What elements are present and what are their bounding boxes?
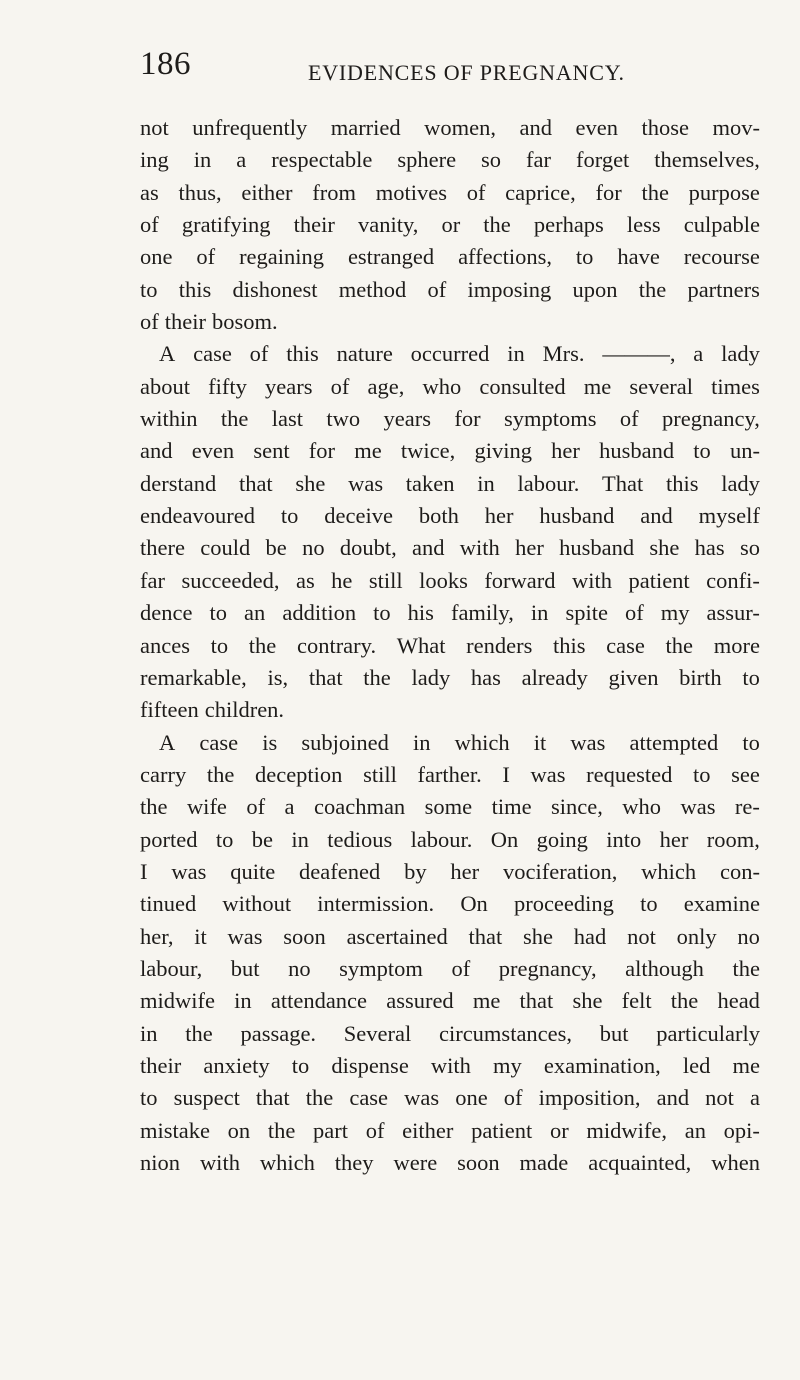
text-line: her, it was soon ascertained that she had not only no: [140, 923, 760, 949]
text-line: not unfrequently married women, and even those mov-: [140, 115, 760, 140]
paragraph: [140, 338, 760, 726]
text-line: of their bosom.: [140, 309, 278, 335]
page-header: [140, 46, 760, 86]
text-line: nion with which they were soon made acquainted, when: [140, 1150, 760, 1175]
text-line: carry the deception still farther. I was requested to see: [140, 761, 760, 787]
text-line: there could be no doubt, and with her husband she has so: [140, 535, 760, 561]
text-line: in the passage. Several circumstances, but particularly: [140, 1020, 760, 1046]
text-line: their anxiety to dispense with my examination, led me: [140, 1052, 760, 1078]
text-line: remarkable, is, that the lady has already given birth to: [140, 664, 760, 690]
text-line: labour, but no symptom of pregnancy, although the: [140, 955, 760, 981]
text-line: endeavoured to deceive both her husband and myself: [140, 503, 760, 529]
page-number: 186: [140, 46, 191, 82]
text-line: ances to the contrary. What renders this case the more: [140, 632, 760, 658]
text-line: to this dishonest method of imposing upon the partners: [140, 276, 760, 302]
text-line: as thus, either from motives of caprice, for the purpose: [140, 179, 760, 205]
body-text: [140, 112, 760, 1179]
paragraph: [140, 727, 760, 1180]
text-line: far succeeded, as he still looks forward with patient confi-: [140, 567, 760, 593]
text-line: mistake on the part of either patient or midwife, an opi-: [140, 1117, 760, 1143]
text-line: tinued without intermission. On proceeding to examine: [140, 891, 760, 917]
text-line: within the last two years for symptoms of pregnancy,: [140, 406, 760, 432]
text-line: dence to an addition to his family, in spite of my assur-: [140, 600, 760, 626]
text-line: to suspect that the case was one of imposition, and not a: [140, 1085, 760, 1111]
text-line: midwife in attendance assured me that she felt the head: [140, 988, 760, 1014]
text-line: ing in a respectable sphere so far forget themselves,: [140, 147, 760, 173]
text-line: I was quite deafened by her vociferation, which con-: [140, 858, 760, 884]
text-line: and even sent for me twice, giving her husband to un-: [140, 438, 760, 464]
text-line: fifteen children.: [140, 697, 285, 723]
text-line: one of regaining estranged affections, to have recourse: [140, 244, 760, 270]
running-title: EVIDENCES OF PREGNANCY.: [308, 60, 625, 85]
text-line: ported to be in tedious labour. On going into her room,: [140, 826, 760, 852]
text-line: A case of this nature occurred in Mrs. ———, a lady: [159, 341, 760, 367]
text-line: derstand that she was taken in labour. That this lady: [140, 470, 760, 496]
text-line: the wife of a coachman some time since, who was re-: [140, 794, 760, 820]
text-line: A case is subjoined in which it was attempted to: [159, 729, 760, 755]
text-line: of gratifying their vanity, or the perhaps less culpable: [140, 212, 760, 238]
paragraph: [140, 112, 760, 338]
text-line: about fifty years of age, who consulted me several times: [140, 373, 760, 399]
